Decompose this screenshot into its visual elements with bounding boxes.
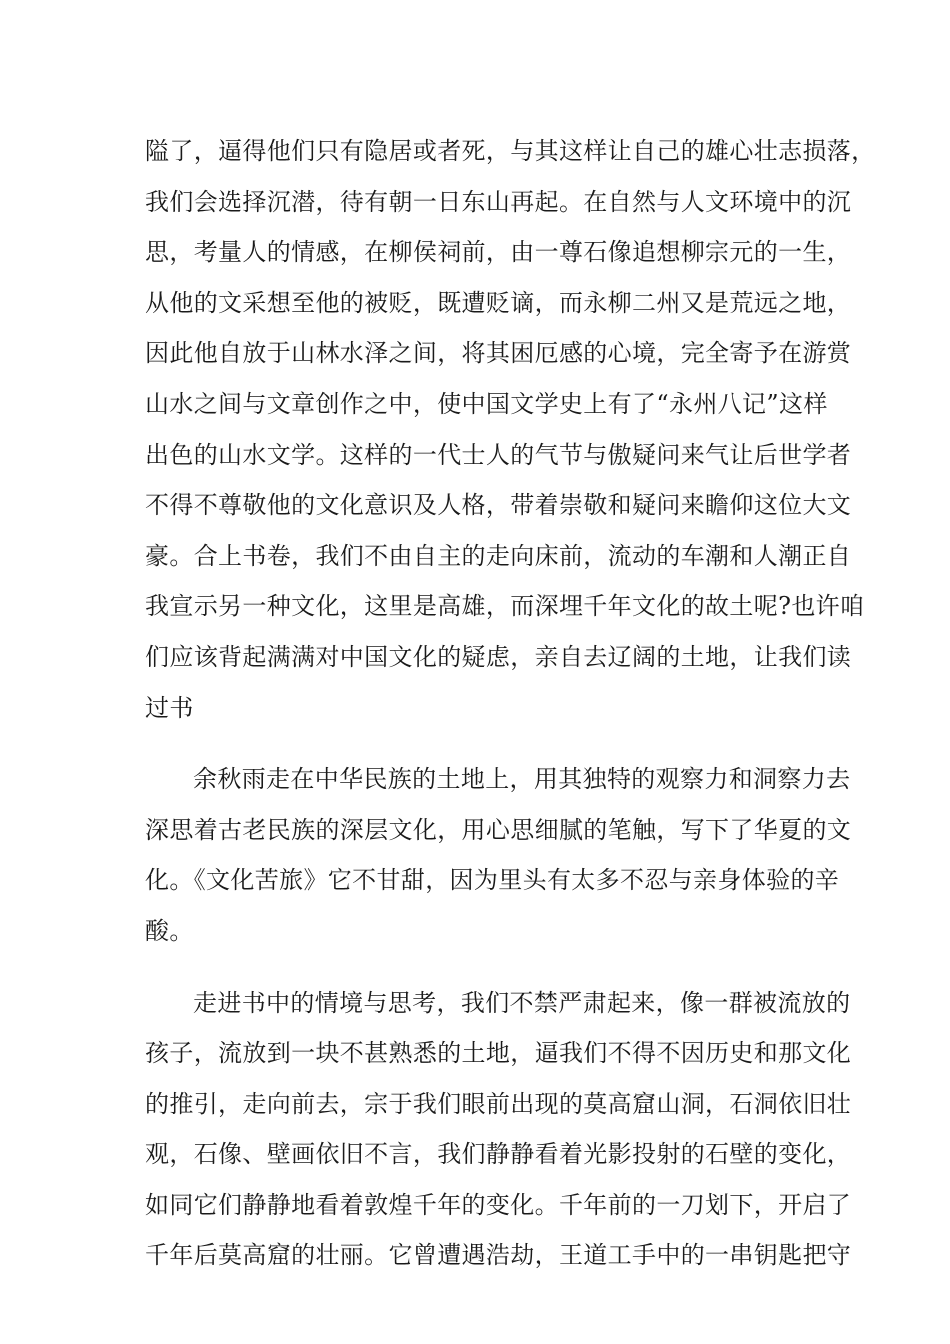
paragraph-spacer <box>145 733 815 754</box>
text-line: 孩子，流放到一块不甚熟悉的土地，逼我们不得不因历史和那文化 <box>145 1039 852 1068</box>
text-line: 山水之间与文章创作之中，使中国文学史上有了“永州八记”这样 <box>145 389 828 418</box>
text-line: 余秋雨走在中华民族的土地上，用其独特的观察力和洞察力去 <box>193 765 851 794</box>
text-line: 千年后莫高窟的壮丽。它曾遭遇浩劫，王道工手中的一串钥匙把守 <box>145 1241 852 1270</box>
text-line: 我们会选择沉潜，待有朝一日东山再起。在自然与人文环境中的沉 <box>145 187 852 216</box>
text-line: 豪。合上书卷，我们不由自主的走向床前，流动的车潮和人潮正自 <box>145 541 852 570</box>
text-line: 我宣示另一种文化，这里是高雄，而深埋千年文化的故土呢?也许咱 <box>145 592 865 621</box>
text-line: 出色的山水文学。这样的一代士人的气节与傲疑问来气让后世学者 <box>145 440 852 469</box>
text-line: 们应该背起满满对中国文化的疑虑，亲自去辽阔的土地，让我们读 <box>145 642 852 671</box>
document-body <box>145 126 876 1281</box>
text-line: 的推引，走向前去，宗于我们眼前出现的莫高窟山洞，石洞依旧壮 <box>145 1089 852 1118</box>
text-line: 过书 <box>145 693 194 722</box>
text-line: 隘了，逼得他们只有隐居或者死，与其这样让自己的雄心壮志损落， <box>145 137 876 165</box>
text-line: 思，考量人的情感，在柳侯祠前，由一尊石像追想柳宗元的一生， <box>145 238 852 267</box>
text-line: 酸。 <box>145 916 194 945</box>
text-line: 深思着古老民族的深层文化，用心思细腻的笔触，写下了华夏的文 <box>145 815 852 844</box>
paragraph-3 <box>145 978 852 1282</box>
paragraph-spacer <box>145 957 815 978</box>
text-line: 从他的文采想至他的被贬，既遭贬谪，而永柳二州又是荒远之地， <box>145 288 852 317</box>
text-line: 走进书中的情境与思考，我们不禁严肃起来，像一群被流放的 <box>193 988 851 1017</box>
text-line: 因此他自放于山林水泽之间，将其困厄感的心境，完全寄予在游赏 <box>145 339 852 368</box>
paragraph-1 <box>145 126 876 733</box>
text-line: 观，石像、壁画依旧不言，我们静静看着光影投射的石壁的变化， <box>145 1140 852 1169</box>
paragraph-2 <box>145 754 852 956</box>
text-line: 不得不尊敬他的文化意识及人格，带着崇敬和疑问来瞻仰这位大文 <box>145 491 852 520</box>
text-line: 化。《文化苦旅》它不甘甜，因为里头有太多不忍与亲身体验的辛 <box>145 866 840 895</box>
text-line: 如同它们静静地看着敦煌千年的变化。千年前的一刀划下，开启了 <box>145 1190 852 1219</box>
